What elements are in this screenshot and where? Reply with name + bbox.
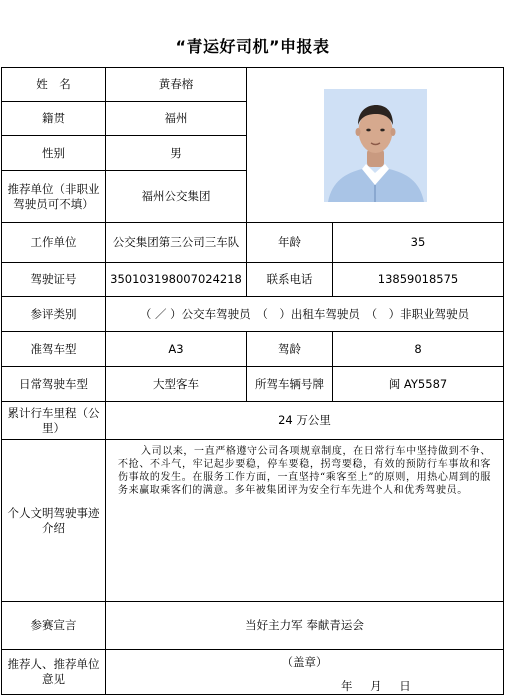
- phone-value: 13859018575: [333, 263, 504, 297]
- application-form: [1, 67, 504, 695]
- recommender-opinion: [106, 650, 504, 695]
- driving-years-label: 驾龄: [247, 332, 333, 367]
- intro-text: 入司以来，一直严格遵守公司各项规章制度，在日常行车中坚持做到不争、不抢、不斗气，牢记起步要稳，停车要稳，拐弯要稳，有效的预防行车事故和客伤事故的发生。在服务工作方面，一直坚持“乘客至上”的原则，用热心周到的服务来赢取乘客们的满意。多年被集团评为安全行车先进个人和优秀驾驶员。: [118, 446, 491, 496]
- phone-label: 联系电话: [247, 263, 333, 297]
- recommend-unit-label: 推荐单位（非职业驾驶员可不填）: [2, 171, 106, 223]
- daily-vehicle-value: 大型客车: [106, 367, 247, 402]
- origin-value: 福州: [106, 102, 247, 136]
- age-label: 年龄: [247, 223, 333, 263]
- vehicle-type-label: 准驾车型: [2, 332, 106, 367]
- declaration-label: 参赛宣言: [2, 602, 106, 650]
- category-value: （ ／ ）公交车驾驶员 （ ）出租车驾驶员 （ ）非职业驾驶员: [106, 297, 504, 332]
- declaration-value: 当好主力军 奉献青运会: [106, 602, 504, 650]
- license-label: 驾驶证号: [2, 263, 106, 297]
- name-value: 黄春榕: [106, 68, 247, 102]
- vehicle-type-value: A3: [106, 332, 247, 367]
- intro-cell: [106, 440, 504, 602]
- work-unit-value: 公交集团第三公司三车队: [106, 223, 247, 263]
- date-text: 年 月 日: [341, 678, 412, 693]
- recommend-unit-value: 福州公交集团: [106, 171, 247, 223]
- recommender-label: 推荐人、推荐单位意见: [2, 650, 106, 695]
- daily-vehicle-label: 日常驾驶车型: [2, 367, 106, 402]
- driving-years-value: 8: [333, 332, 504, 367]
- plate-label: 所驾车辆号牌: [247, 367, 333, 402]
- origin-label: 籍贯: [2, 102, 106, 136]
- age-value: 35: [333, 223, 504, 263]
- category-label: 参评类别: [2, 297, 106, 332]
- form-title: “青运好司机”申报表: [175, 37, 330, 56]
- work-unit-label: 工作单位: [2, 223, 106, 263]
- seal-text: （盖章）: [281, 654, 328, 669]
- license-value: 350103198007024218: [106, 263, 247, 297]
- portrait-photo: [324, 89, 427, 202]
- mileage-value: 24 万公里: [106, 402, 504, 440]
- mileage-label: 累计行车里程（公里）: [2, 402, 106, 440]
- name-label: 姓 名: [2, 68, 106, 102]
- gender-value: 男: [106, 136, 247, 171]
- photo-cell: [247, 68, 504, 223]
- gender-label: 性别: [2, 136, 106, 171]
- plate-value: 闽 AY5587: [333, 367, 504, 402]
- intro-label: 个人文明驾驶事迹介绍: [2, 440, 106, 602]
